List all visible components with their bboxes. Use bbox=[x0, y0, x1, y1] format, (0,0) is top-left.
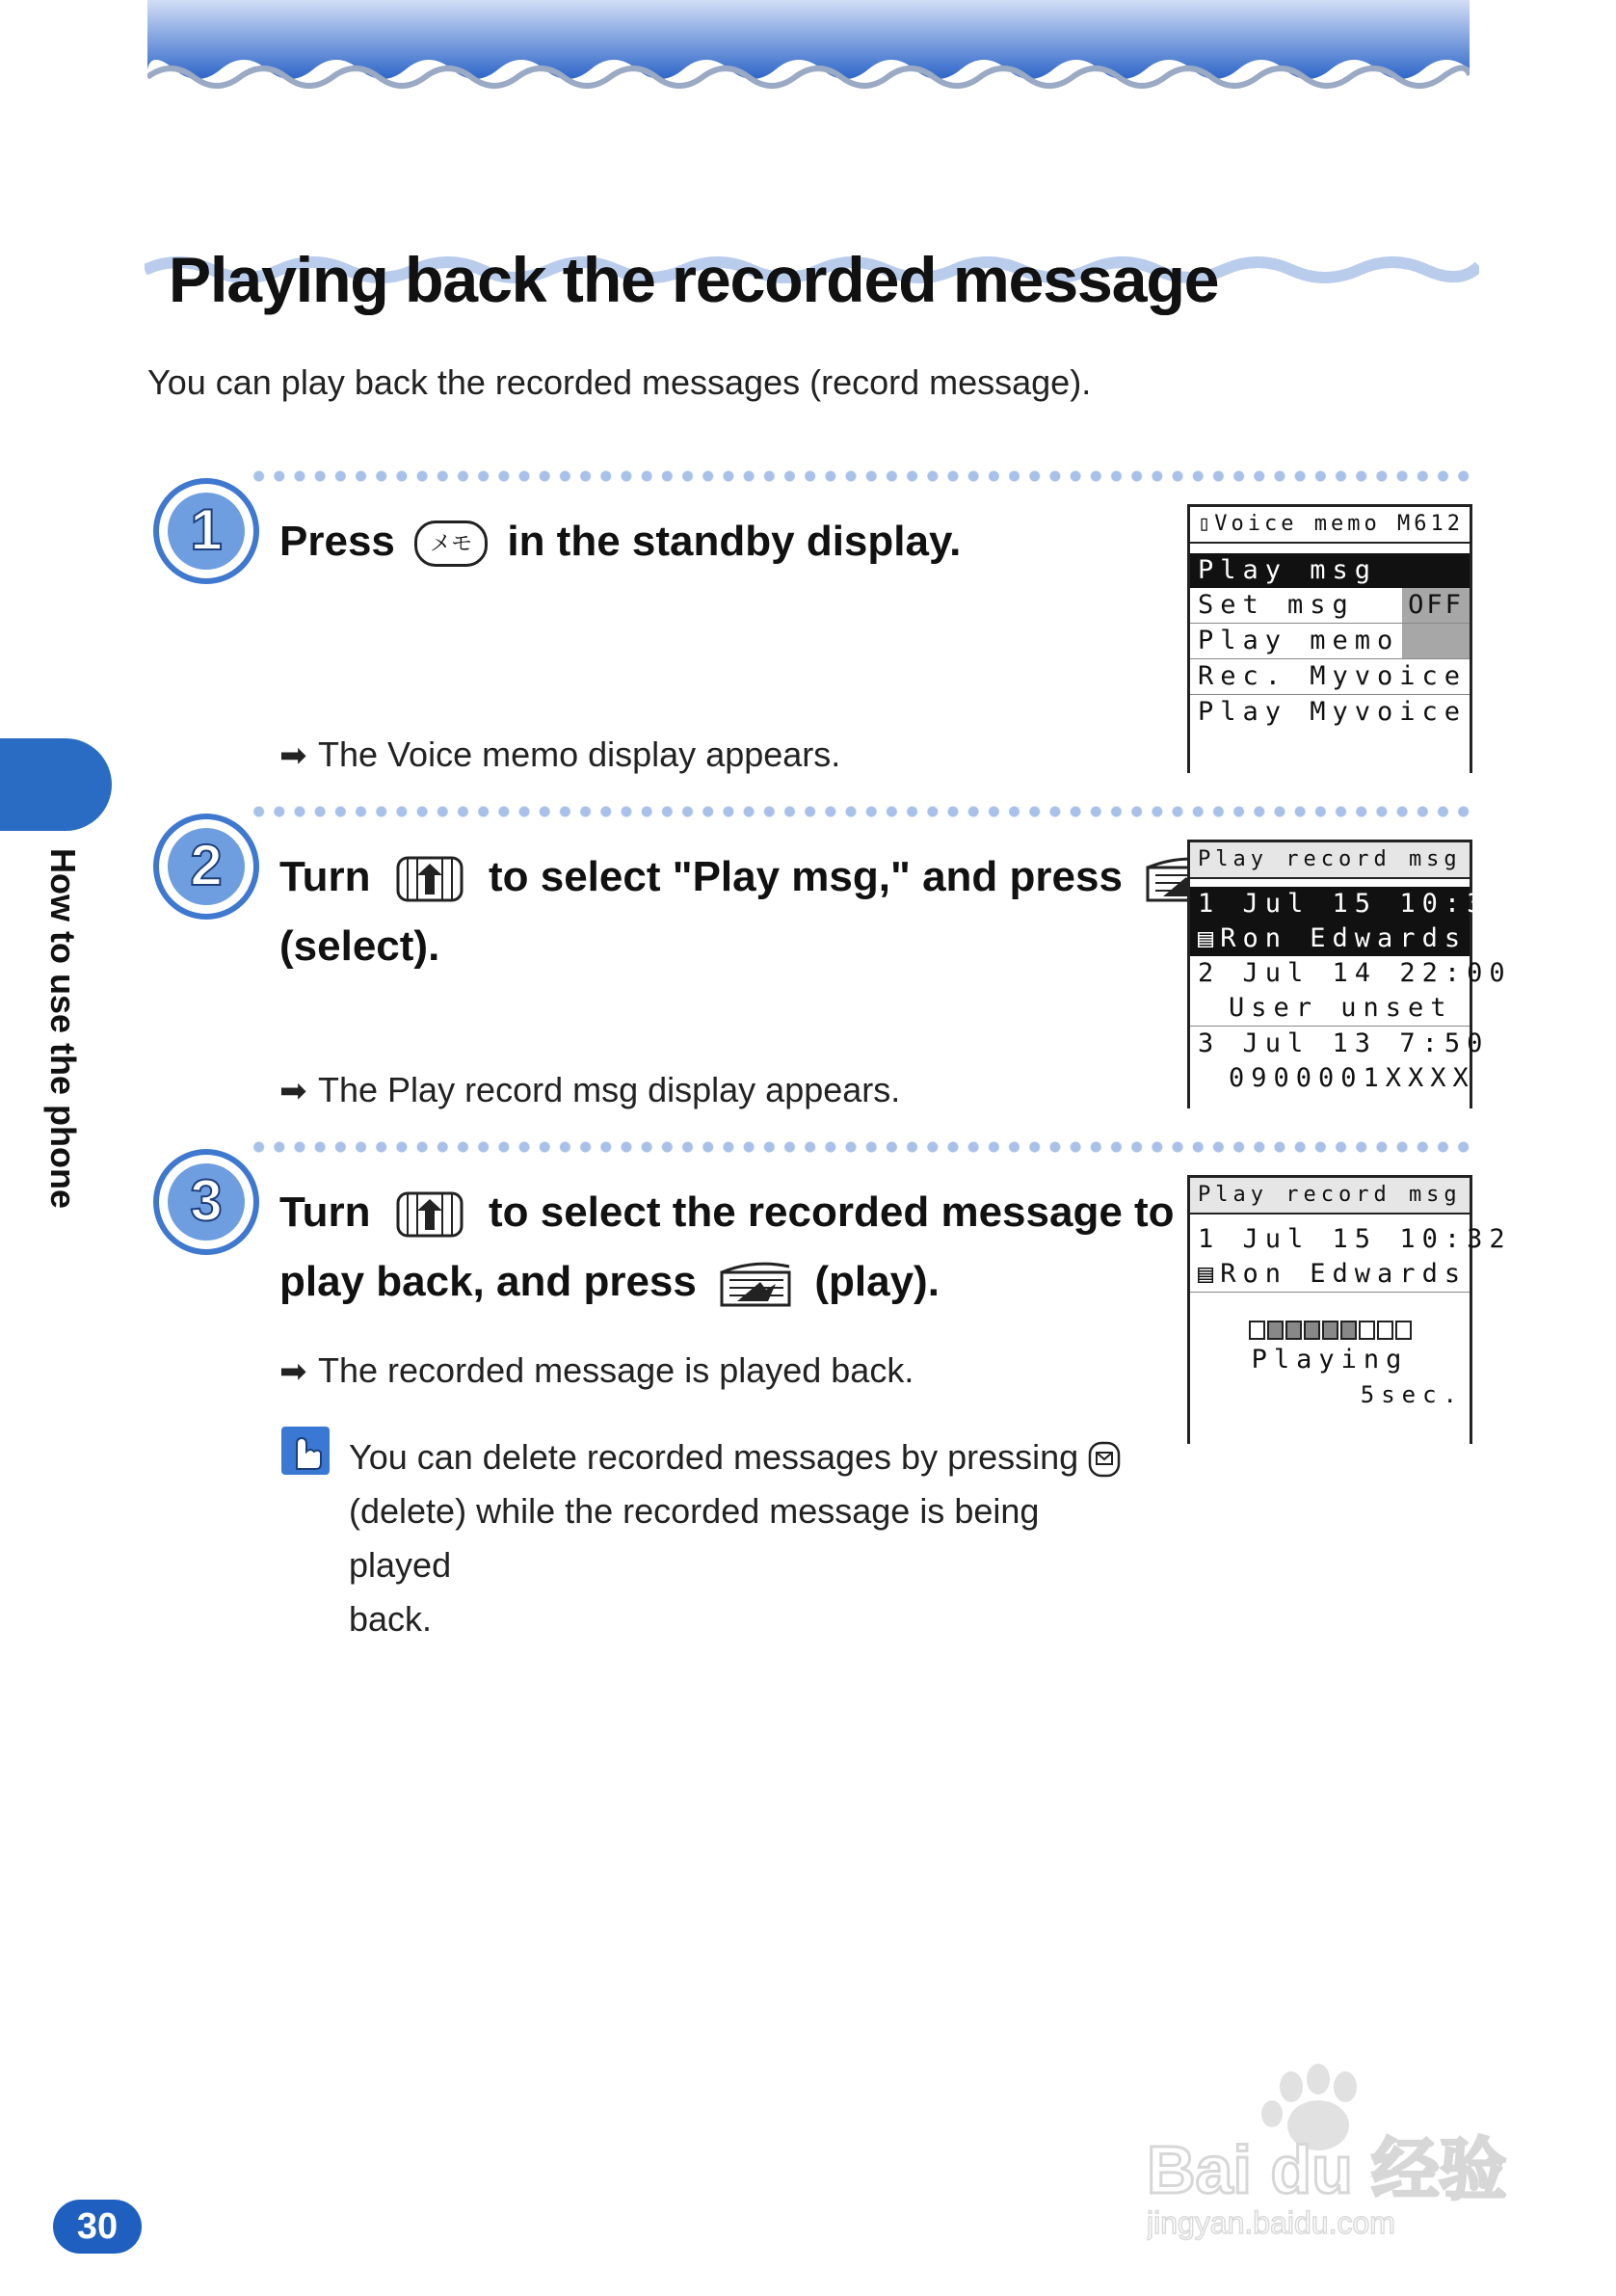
number-badge: 2 bbox=[1198, 958, 1221, 988]
step-3-instruction: Turn to select the recorded message to play back, and press (play). bbox=[279, 1178, 1175, 1317]
step-1-result: ➡ The Voice memo display appears. bbox=[279, 734, 841, 774]
menu-item-rec-myvoice[interactable]: Rec. Myvoice bbox=[1190, 659, 1470, 695]
step-2-badge bbox=[151, 812, 261, 921]
number-badge: 1 bbox=[1198, 1224, 1221, 1254]
svg-text:3: 3 bbox=[190, 1168, 223, 1233]
jog-dial-icon bbox=[390, 1188, 469, 1241]
progress-segment bbox=[1304, 1321, 1320, 1340]
dotted-separator bbox=[249, 470, 1474, 482]
arrow-right-icon: ➡ bbox=[279, 1073, 307, 1109]
step-1-instruction: Press メモ in the standby display. bbox=[279, 507, 961, 576]
screen-header: Play record msg bbox=[1190, 842, 1470, 879]
screen-header: Play record msg bbox=[1190, 1178, 1470, 1215]
svg-text:1: 1 bbox=[190, 497, 223, 562]
phonebook-icon: ▤ bbox=[1198, 923, 1221, 953]
page-number: 30 bbox=[76, 2206, 119, 2247]
progress-segment bbox=[1377, 1321, 1393, 1340]
progress-segment bbox=[1285, 1321, 1302, 1340]
phonebook-icon: ▤ bbox=[1198, 1259, 1221, 1289]
record-entry-1[interactable]: 1 Jul 15 10:32 ▤Ron Edwards bbox=[1190, 887, 1470, 956]
page-title: Playing back the recorded message bbox=[169, 244, 1219, 315]
progress-segment bbox=[1340, 1321, 1357, 1340]
playback-progress-bar bbox=[1190, 1314, 1470, 1343]
playing-screen bbox=[1187, 1175, 1512, 1444]
jog-dial-icon bbox=[390, 852, 469, 906]
playback-status: Playing bbox=[1251, 1345, 1409, 1375]
dotted-separator bbox=[249, 806, 1474, 817]
progress-segment bbox=[1249, 1321, 1265, 1340]
dotted-separator bbox=[249, 1141, 1474, 1153]
step-1-badge bbox=[151, 476, 261, 586]
number-badge: 1 bbox=[1198, 889, 1221, 919]
progress-segment bbox=[1267, 1321, 1284, 1340]
step-2-instruction: Turn to select "Play msg," and press (select). bbox=[279, 842, 1229, 981]
menu-item-play-msg[interactable]: Play msg bbox=[1190, 553, 1470, 588]
menu-item-set-msg[interactable]: Set msg OFF bbox=[1190, 588, 1470, 624]
progress-segment bbox=[1395, 1321, 1412, 1340]
arrow-right-icon: ➡ bbox=[279, 737, 307, 774]
elapsed-time: 5sec. bbox=[1360, 1381, 1464, 1408]
record-entry-2[interactable]: 2 Jul 14 22:00 User unset bbox=[1190, 956, 1470, 1027]
step-3-badge bbox=[151, 1147, 261, 1257]
svg-text:Bai du 经验: Bai du 经验 bbox=[1147, 2132, 1507, 2207]
playing-entry: 1 Jul 15 10:32 ▤Ron Edwards bbox=[1190, 1222, 1470, 1293]
record-entry-3[interactable]: 3 Jul 13 7:50 0900001XXXX bbox=[1198, 1028, 1490, 1093]
svg-text:2: 2 bbox=[190, 833, 223, 897]
voice-memo-icon: ▯ bbox=[1198, 512, 1215, 536]
mail-key-icon bbox=[1088, 1441, 1121, 1478]
hint-note: You can delete recorded messages by pressing (delete) while the recorded message is being played back. bbox=[349, 1430, 1139, 1646]
svg-text:jingyan.baidu.com: jingyan.baidu.com bbox=[1147, 2205, 1395, 2240]
step-3-result: ➡ The recorded message is played back. bbox=[279, 1350, 914, 1390]
play-record-list-screen bbox=[1187, 840, 1512, 1108]
pointing-hand-icon bbox=[279, 1425, 331, 1477]
step-2-result: ➡ The Play record msg display appears. bbox=[279, 1070, 901, 1109]
menu-item-play-memo[interactable]: Play memo bbox=[1190, 624, 1470, 659]
voice-memo-screen bbox=[1187, 504, 1472, 773]
screen-header: ▯Voice memo M612 bbox=[1190, 507, 1470, 544]
progress-segment bbox=[1322, 1321, 1338, 1340]
section-label: How to use the phone bbox=[43, 848, 83, 1209]
baidu-paw-logo bbox=[1147, 2058, 1532, 2241]
watermark bbox=[1147, 2058, 1532, 2241]
number-badge: 3 bbox=[1198, 1028, 1221, 1058]
intro-text: You can play back the recorded messages (record message). bbox=[147, 362, 1092, 402]
memo-key-icon: メモ bbox=[414, 521, 488, 567]
menu-item-play-myvoice[interactable]: Play Myvoice bbox=[1190, 695, 1470, 730]
top-wave-banner bbox=[147, 0, 1470, 96]
progress-segment bbox=[1359, 1321, 1375, 1340]
section-tab bbox=[0, 738, 112, 831]
arrow-right-icon: ➡ bbox=[279, 1353, 307, 1390]
select-key-icon bbox=[716, 1257, 795, 1311]
